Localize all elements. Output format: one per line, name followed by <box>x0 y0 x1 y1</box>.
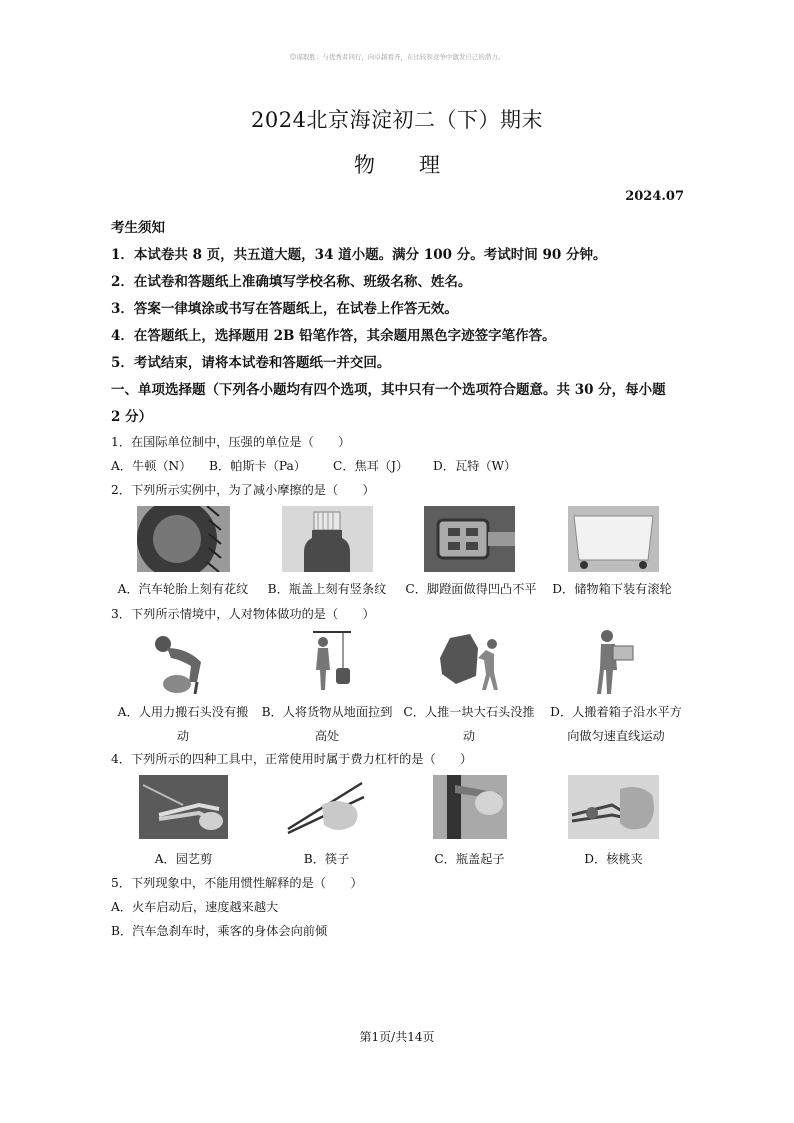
q2-caption-c: C．脚蹬面做得凹凸不平 <box>405 582 537 596</box>
notice-heading: 考生须知 <box>111 220 165 236</box>
q4-caption-b: B．筷子 <box>303 852 350 866</box>
storage-box-image <box>568 506 659 572</box>
notice-item: 5．考试结束，请将本试卷和答题纸一并交回。 <box>111 355 391 371</box>
pedal-image <box>424 506 515 572</box>
notice-item: 3．答案一律填涂或书写在答题纸上，在试卷上作答无效。 <box>111 301 458 317</box>
garden-shears-image <box>139 775 228 839</box>
bottle-cap-image <box>282 506 373 572</box>
q2-caption-d: D．储物箱下装有滚轮 <box>552 582 672 596</box>
q5-option-a: A．火车启动后，速度越来越大 <box>111 900 279 914</box>
question-1-options <box>111 457 516 474</box>
question-5-stem: 5．下列现象中，不能用惯性解释的是（ ） <box>111 876 363 890</box>
q3-caption-a-line2: 动 <box>176 729 190 743</box>
q4-caption-d: D．核桃夹 <box>584 852 643 866</box>
q2-caption-b: B．瓶盖上刻有竖条纹 <box>267 582 387 596</box>
q3-caption-b <box>256 700 398 748</box>
question-1-stem: 1．在国际单位制中，压强的单位是（ ） <box>111 435 351 449</box>
exam-title: 2024北京海淀初二（下）期末 <box>251 108 543 132</box>
subject-char-2: 理 <box>419 153 440 177</box>
nutcracker-image <box>568 775 659 839</box>
q3-caption-d-line1: D．人搬着箱子沿水平方 <box>550 705 682 719</box>
person-pushing-boulder-image <box>438 628 502 694</box>
page-footer: 第1页/共14页 <box>359 1030 435 1044</box>
q3-caption-c-line1: C．人推一块大石头没推 <box>403 705 535 719</box>
q4-caption-c: C．瓶盖起子 <box>434 852 505 866</box>
q3-caption-a <box>112 700 254 748</box>
question-4-stem: 4．下列所示的四种工具中，正常使用时属于费力杠杆的是（ ） <box>111 752 473 766</box>
q5-option-b: B．汽车急刹车时，乘客的身体会向前倾 <box>111 924 328 938</box>
q3-caption-b-line2: 高处 <box>314 729 340 743</box>
subject-title <box>0 149 794 179</box>
q1-option-a: A．牛顿（N） <box>111 459 192 473</box>
person-carrying-box-image <box>593 628 641 694</box>
notice-item: 4．在答题纸上，选择题用 2B 铅笔作答，其余题用黑色字迹签字笔作答。 <box>111 328 556 344</box>
bottle-opener-image <box>433 775 507 839</box>
q1-option-c: C．焦耳（J） <box>333 459 409 473</box>
section-heading: 一、单项选择题（下列各小题均有四个选项，其中只有一个选项符合题意。共 30 分，每小题 <box>111 382 666 398</box>
q4-caption-a: A．园艺剪 <box>154 852 213 866</box>
person-lifting-stone-image <box>145 628 217 694</box>
person-pulling-goods-image <box>303 628 355 694</box>
q3-caption-c <box>398 700 540 748</box>
exam-date: 2024.07 <box>625 189 684 204</box>
q2-caption-a: A．汽车轮胎上刻有花纹 <box>117 582 249 596</box>
watermark: ☺谋取胜：与优秀者同行，向卓越看齐，在比较和竞争中激发自己的潜力。 <box>289 53 505 61</box>
tire-tread-image <box>137 506 230 572</box>
q3-caption-d <box>545 700 687 748</box>
subject-char-1: 物 <box>354 153 375 177</box>
q3-caption-c-line2: 动 <box>462 729 476 743</box>
question-2-stem: 2．下列所示实例中，为了减小摩擦的是（ ） <box>111 483 375 497</box>
q3-caption-b-line1: B．人将货物从地面拉到 <box>261 705 393 719</box>
q3-caption-a-line1: A．人用力搬石头没有搬 <box>117 705 249 719</box>
question-3-stem: 3．下列所示情境中，人对物体做功的是（ ） <box>111 607 375 621</box>
q1-option-b: B．帕斯卡（Pa） <box>209 459 306 473</box>
notice-item: 2．在试卷和答题纸上准确填写学校名称、班级名称、姓名。 <box>111 274 472 290</box>
q1-option-d: D．瓦特（W） <box>433 459 517 473</box>
q3-caption-d-line2: 向做匀速直线运动 <box>567 729 665 743</box>
notice-item: 1．本试卷共 8 页，共五道大题，34 道小题。满分 100 分。考试时间 90 分钟。 <box>111 247 607 263</box>
section-heading-cont: 2 分） <box>111 409 153 425</box>
chopsticks-image <box>282 775 371 839</box>
